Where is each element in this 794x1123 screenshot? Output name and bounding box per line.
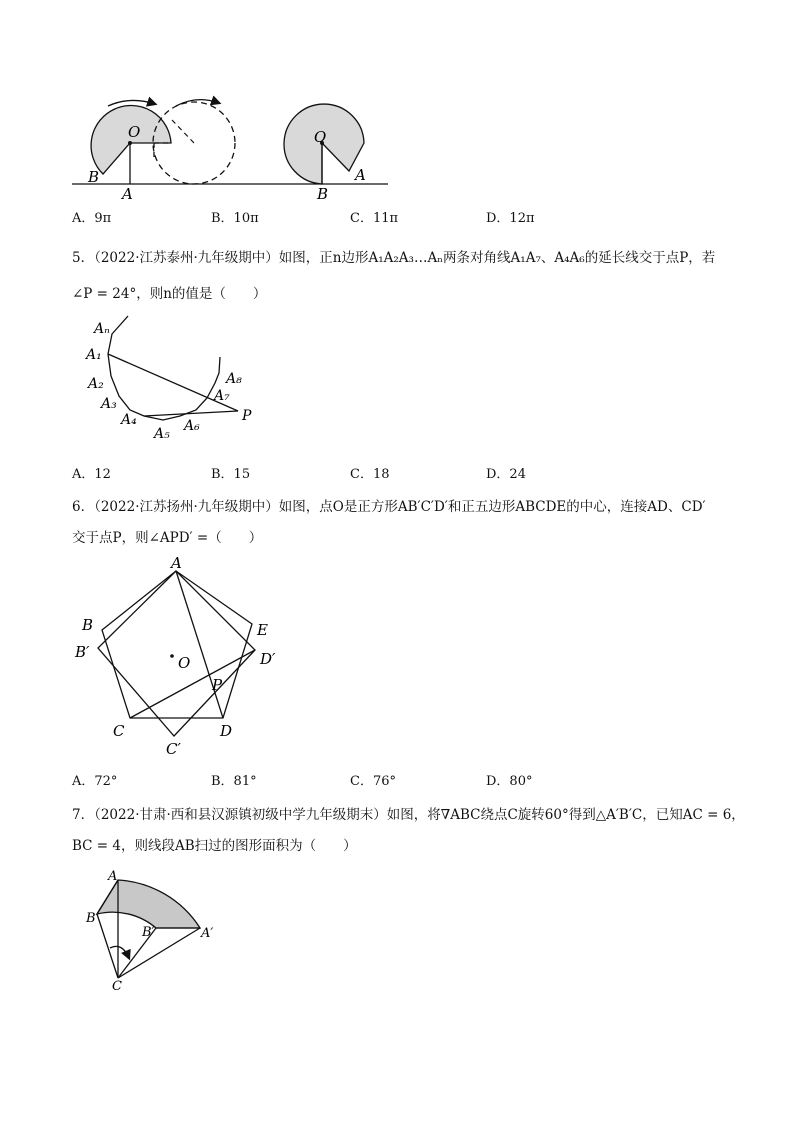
label: A′: [201, 926, 214, 941]
label: C: [113, 722, 125, 740]
label: A: [122, 185, 133, 203]
rotation-arrow: [110, 946, 129, 958]
option-d[interactable]: D．12π: [486, 211, 535, 226]
option-d[interactable]: D．24: [486, 467, 526, 482]
label: A: [108, 869, 118, 884]
option-a[interactable]: A．72°: [72, 774, 118, 789]
label: B: [82, 616, 94, 634]
label: A₂: [88, 376, 104, 392]
label: A₇: [214, 388, 230, 404]
label: D: [220, 722, 233, 740]
q5-stem-line1: 5．（2022·江苏泰州·九年级期中）如图，正n边形A₁A₂A₃…Aₙ两条对角线A₁A₇、A₄A₆的延长线交于点P，若: [72, 250, 716, 266]
label: A₁: [86, 347, 102, 363]
label: A₆: [184, 418, 200, 434]
label: D′: [260, 650, 276, 668]
label: A₄: [121, 412, 137, 428]
q6-stem-line1: 6．（2022·江苏扬州·九年级期中）如图，点O是正方形AB′C′D′和正五边形ABCDE的中心，连接AD、CD′: [72, 499, 706, 515]
segment-CA': [118, 928, 200, 978]
label: A₈: [226, 371, 242, 387]
q5-stem-line2: ∠P = 24°，则n的值是（ ）: [72, 286, 267, 302]
label: B′: [75, 643, 90, 661]
q7-stem-line2: BC = 4，则线段AB扫过的图形面积为（ ）: [72, 838, 357, 854]
label: B: [86, 911, 96, 926]
swept-region: [97, 880, 200, 928]
label: A₃: [101, 396, 117, 412]
label: B′: [142, 925, 155, 940]
label: A: [355, 166, 366, 184]
option-c[interactable]: C．18: [350, 467, 390, 482]
label: O: [178, 654, 191, 672]
label: P: [242, 408, 252, 424]
label: A: [171, 554, 182, 572]
label: P: [212, 676, 223, 694]
option-c[interactable]: C．11π: [350, 211, 399, 226]
label: Aₙ: [94, 321, 110, 337]
label: O: [128, 123, 141, 141]
option-c[interactable]: C．76°: [350, 774, 396, 789]
label: E: [257, 621, 268, 639]
option-a[interactable]: A．9π: [72, 211, 112, 226]
label: C′: [166, 740, 181, 758]
option-b[interactable]: B．81°: [211, 774, 257, 789]
label: A₅: [154, 426, 170, 442]
q7-stem-line1: 7．（2022·甘肃·西和县汉源镇初级中学九年级期末）如图，将∇ABC绕点C旋转60°得到△A′B′C，已知AC = 6，: [72, 807, 745, 823]
label: C: [112, 979, 122, 994]
label: B: [88, 168, 100, 186]
option-b[interactable]: B．15: [211, 467, 251, 482]
label: B: [317, 185, 329, 203]
label: O: [314, 128, 327, 146]
option-b[interactable]: B．10π: [211, 211, 259, 226]
option-a[interactable]: A．12: [72, 467, 111, 482]
option-d[interactable]: D．80°: [486, 774, 533, 789]
q6-stem-line2: 交于点P，则∠APD′ =（ ）: [72, 530, 263, 546]
